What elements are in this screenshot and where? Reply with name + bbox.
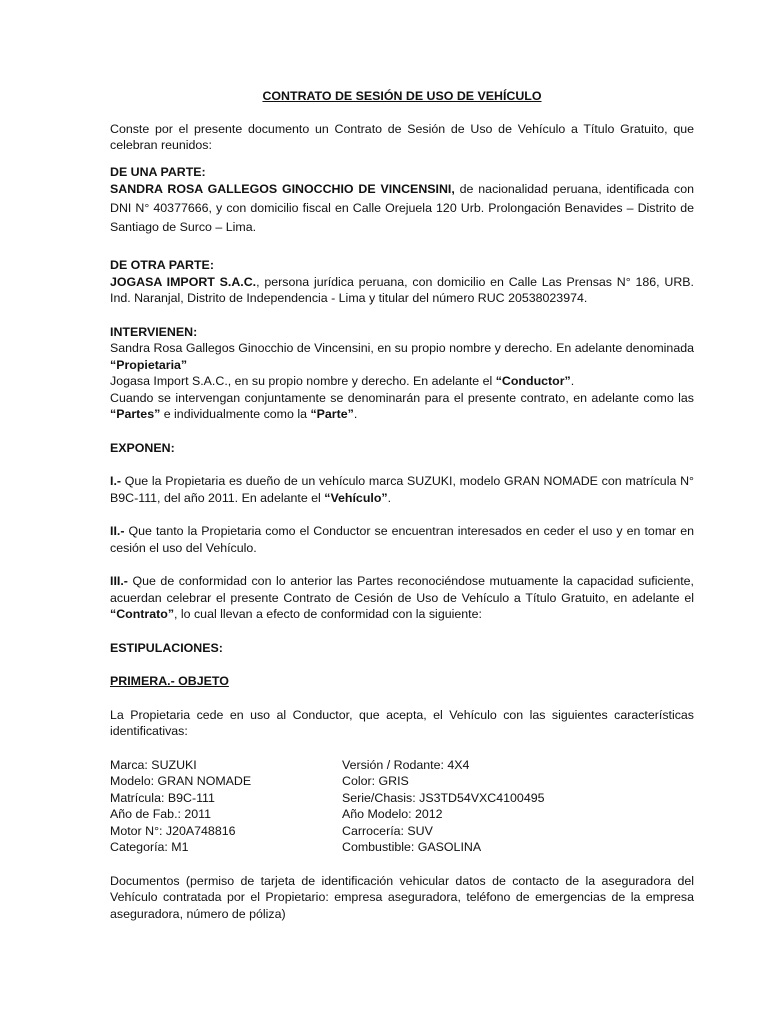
contract-page: [110, 88, 694, 922]
party-one-heading: DE UNA PARTE:: [110, 164, 206, 179]
spec-marca: Marca: SUZUKI: [110, 757, 197, 772]
intervienen-heading: INTERVIENEN:: [110, 324, 198, 339]
party-one-paragraph: SANDRA ROSA GALLEGOS GINOCCHIO DE VINCENSINI, de nacionalidad peruana, identificada con DNI N° 40377666, y con domicilio fiscal en Calle Orejuela 120 Urb. Prolongación Benavides – Distrito de Santiago de Surco – Lima.: [110, 182, 694, 234]
intervienen-line-1: Sandra Rosa Gallegos Ginocchio de Vincensini, en su propio nombre y derecho. En adelante denominada “Propietaria”: [110, 341, 694, 372]
estipulaciones-heading: ESTIPULACIONES:: [110, 640, 223, 655]
contract-title: CONTRATO DE SESIÓN DE USO DE VEHÍCULO: [262, 89, 542, 103]
spec-modelo: Modelo: GRAN NOMADE: [110, 774, 252, 788]
spec-matricula: Matrícula: B9C-111: [110, 790, 215, 805]
spec-carroceria: Carrocería: SUV: [342, 823, 433, 838]
spec-categoria: Categoría: M1: [110, 840, 189, 854]
intervienen-line-3: Cuando se intervengan conjuntamente se denominarán para el presente contrato, en adelante como las “Partes” e individualmente como la “Parte”.: [110, 390, 694, 421]
party-two-heading: DE OTRA PARTE:: [110, 258, 214, 272]
primera-heading: PRIMERA.- OBJETO: [110, 674, 229, 688]
exponen-i: I.- Que la Propietaria es dueño de un vehículo marca SUZUKI, modelo GRAN NOMADE con matrícula N° B9C-111, del año 2011. En adelante el “Vehículo”.: [110, 474, 694, 505]
exponen-iii: III.- Que de conformidad con lo anterior las Partes reconociéndose mutuamente la capacidad suficiente, acuerdan celebrar el presente Contrato de Cesión de Uso de Vehículo a Título Gratuito, en adelante el “Contrato”, lo cual llevan a efecto de conformidad con la siguiente:: [110, 574, 694, 621]
spec-color: Color: GRIS: [342, 774, 409, 788]
party-two-name: JOGASA IMPORT S.A.C.: [110, 274, 257, 289]
party-one-name: SANDRA ROSA GALLEGOS GINOCCHIO DE VINCENSINI,: [110, 182, 455, 196]
exponen-ii: II.- Que tanto la Propietaria como el Conductor se encuentran interesados en ceder el uso y en tomar en cesión el uso del Vehículo.: [110, 524, 694, 555]
party-two-paragraph: JOGASA IMPORT S.A.C., persona jurídica peruana, con domicilio en Calle Las Prensas N° 186, URB. Ind. Naranjal, Distrito de Independencia - Lima y titular del número RUC 20538023974.: [110, 274, 694, 305]
spec-anio-fab: Año de Fab.: 2011: [110, 807, 212, 821]
exponen-heading: EXPONEN:: [110, 440, 175, 455]
spec-version: Versión / Rodante: 4X4: [342, 757, 470, 772]
spec-motor: Motor N°: J20A748816: [110, 823, 236, 838]
documents-paragraph: Documentos (permiso de tarjeta de identificación vehicular datos de contacto de la aseguradora del Vehículo contratada por el Propietario: empresa aseguradora, teléfono de emergencias de la empresa aseguradora, número de póliza): [110, 873, 694, 921]
primera-paragraph: La Propietaria cede en uso al Conductor, que acepta, el Vehículo con las siguientes características identificativas:: [110, 707, 694, 738]
intervienen-line-2: Jogasa Import S.A.C., en su propio nombre y derecho. En adelante el “Conductor”.: [110, 374, 575, 388]
spec-combustible: Combustible: GASOLINA: [342, 840, 482, 854]
spec-anio-modelo: Año Modelo: 2012: [342, 807, 443, 821]
spec-serie: Serie/Chasis: JS3TD54VXC4100495: [342, 790, 545, 805]
vehicle-specs: [110, 757, 694, 856]
intro-paragraph: Conste por el presente documento un Contrato de Sesión de Uso de Vehículo a Título Gratuito, que celebran reunidos:: [110, 121, 694, 152]
